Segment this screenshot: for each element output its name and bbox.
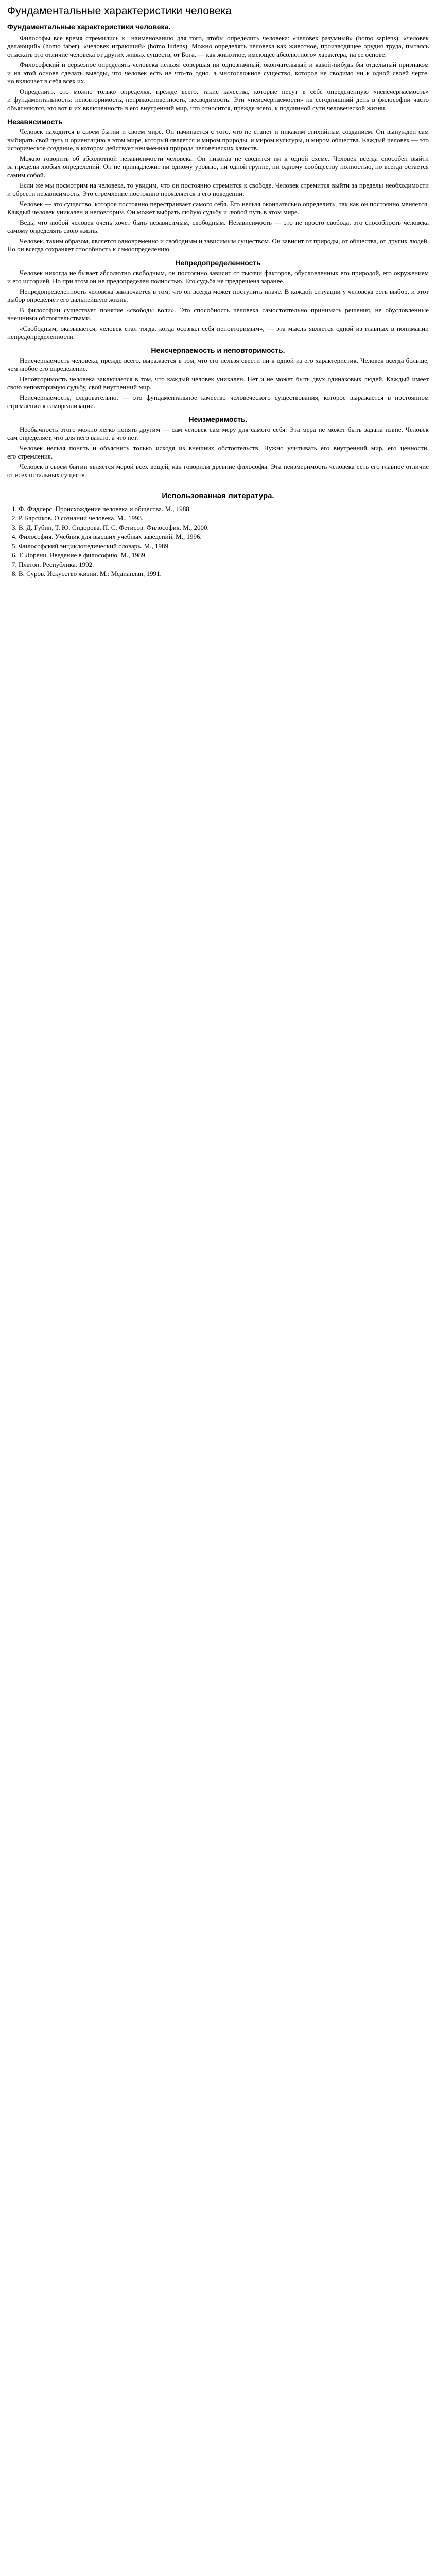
paragraph: Ведь, что любой человек очень хочет быть независимым, свободным. Независимость — это не просто свобода, это способность человека самому определять свою жизнь. [7,218,429,234]
section-heading-neischerpaemost: Неисчерпаемость и неповторимость. [151,346,285,354]
references-title: Использованная литература. [162,492,274,500]
paragraph: Человек в своем бытии является мерой всех вещей, как говорили древние философы. Эта неизмеримость человека есть его главное отличие от всех остальных существ. [7,463,429,479]
section-heading-nepredopredelennost: Непредопределенность [175,259,261,267]
sections-container [7,34,429,479]
paragraph: Человек никогда не бывает абсолютно свободным, он постоянно зависит от тысячи факторов, обусловленных его природой, его окружением и его историей. Но при этом он не предопределен полностью. Его судьба не предрешена заранее. [7,269,429,285]
paragraph: Человек, таким образом, является одновременно и свободным и зависимым существом. Он зависит от природы, от общества, от других людей. Но он всегда сохраняет способность к самоопределению. [7,237,429,253]
reference-item: 6. Т. Лоренц. Введение в философию. М., 1989. [19,551,429,560]
reference-item: 8. В. Суров. Искусство жизни. М.: Медиаплан, 1991. [19,569,429,579]
references-list [7,504,429,579]
page-title: Фундаментальные характеристики человека [7,5,232,17]
paragraph: Человек — это существо, которое постоянно перестраивает самого себя. Его нельзя окончательно определить, так как он постоянно меняется. Каждый человек уникален и неповторим. Он может выбрать любую судьбу и любой путь в этом мире. [7,200,429,216]
reference-item: 1. Ф. Фидлерс. Происхождение человека и общества. М., 1988. [19,504,429,514]
reference-item: 2. Р. Барсиков. О сознании человека. М., 1993. [19,514,429,523]
paragraph: Неисчерпаемость человека, прежде всего, выражается в том, что его нельзя свести ни к одной из его характеристик. Человек всегда больше, чем любое его определение. [7,357,429,372]
reference-item: 4. Философия. Учебник для высших учебных заведений. М., 1996. [19,532,429,541]
paragraph: Философский и серьезное определять человека нельзя: совершая ни однозначный, окончательный и какой-нибудь бы отдельный признаком и на этой основе сделать выводы, что человек есть не что-то одно, а многосложное существо, которое не сводимо ни к одной своей черте, но включает в себя всех их. [7,61,429,85]
paragraph: Неповторимость человека заключается в том, что каждый человек уникален. Нет и не может быть двух одинаковых людей. Каждый имеет свою неповторимую судьбу, свой внутренний мир. [7,375,429,391]
document-page [0,0,436,599]
paragraph: Определить, это можно только определяя, прежде всего, такие качества, которые несут в себе определенную «неисчерпаемость» и фундаментальность: неповторимость, неприкосновенность, несводимость. Эти «неисчерпаемости» на сегодняшний день в философии часто объясняются, это вот и их включенность в его внутренний мир, что относится, прежде всего, к подлинной сути человеческой жизни. [7,88,429,112]
reference-item: 3. В. Д. Губин, Т. Ю. Сидорова, П. С. Фетисов. Философия. М., 2000. [19,523,429,532]
paragraph: Человек нельзя понять и объяснить только исходя из внешних обстоятельств. Нужно учитывать его внутренний мир, его ценности, его стремления. [7,444,429,460]
paragraph: Можно говорить об абсолютной независимости человека. Он никогда не сводится ни к одной схеме. Человек всегда способен выйти за пределы любых определений. Он не принадлежит ни одному уровню, ни одной группе, ни одному сообществу полностью, но всегда остается самим собой. [7,155,429,179]
paragraph: Неисчерпаемость, следовательно, — это фундаментальное качество человеческого существования, которое выражается в постоянном стремлении к самореализации. [7,394,429,410]
paragraph: «Свободным, оказывается, человек стал тогда, когда осознал себя неповторимым», — эта мысль является одной из главных в понимании непредопределенности. [7,325,429,341]
document-subtitle: Фундаментальные характеристики человека. [7,23,171,31]
reference-item: 7. Платон. Республика. 1992. [19,560,429,569]
paragraph: Если же мы посмотрим на человека, то увидим, что он постоянно стремится к свободе. Человек стремится выйти за пределы необходимости и обрести независимость. Это стремление постоянно проявляется в его поведении. [7,181,429,197]
section-heading-vnutrenniy-mir: Неизмеримость. [188,415,248,423]
paragraph: В философии существует понятие «свободы воли». Это способность человека самостоятельно принимать решения, не обусловленные внешними обстоятельствами. [7,306,429,322]
section-heading-nezavisimost: Независимость [7,117,63,126]
paragraph: Человек находится в своем бытии и своем мире. Он начинается с того, что не станет и никаким стихийным созданием. Он вынужден сам выбирать свой путь и ориентацию в этом мире, который является и миром природы, и миром культуры, и миром общества. Каждый человек — это историческое создание, в котором действует неизменная природа человеческих качеств. [7,128,429,152]
paragraph: Непредопределенность человека заключается в том, что он всегда может поступить иначе. В каждой ситуации у человека есть выбор, и этот выбор определяет его дальнейшую жизнь. [7,287,429,303]
paragraph: Философы все время стремились к наименованию для того, чтобы определить человека: «человек разумный» (homo sapiens), «человек делающий» (homo faber), «человек играющий» (homo ludens). Можно определять человека как животное, производящее орудия труда, пытаясь отыскать это отличие человека от других живых существ, от Бога, — как животное, имеющее абсолютного» характера, на ее основе. [7,34,429,58]
reference-item: 5. Философский энциклопедический словарь. М., 1989. [19,541,429,551]
paragraph: Необычность этого можно легко понять другим — сам человек сам меру для самого себя. Эта мера не может быть задана извне. Человек сам определяет, что для него важно, а что нет. [7,426,429,442]
